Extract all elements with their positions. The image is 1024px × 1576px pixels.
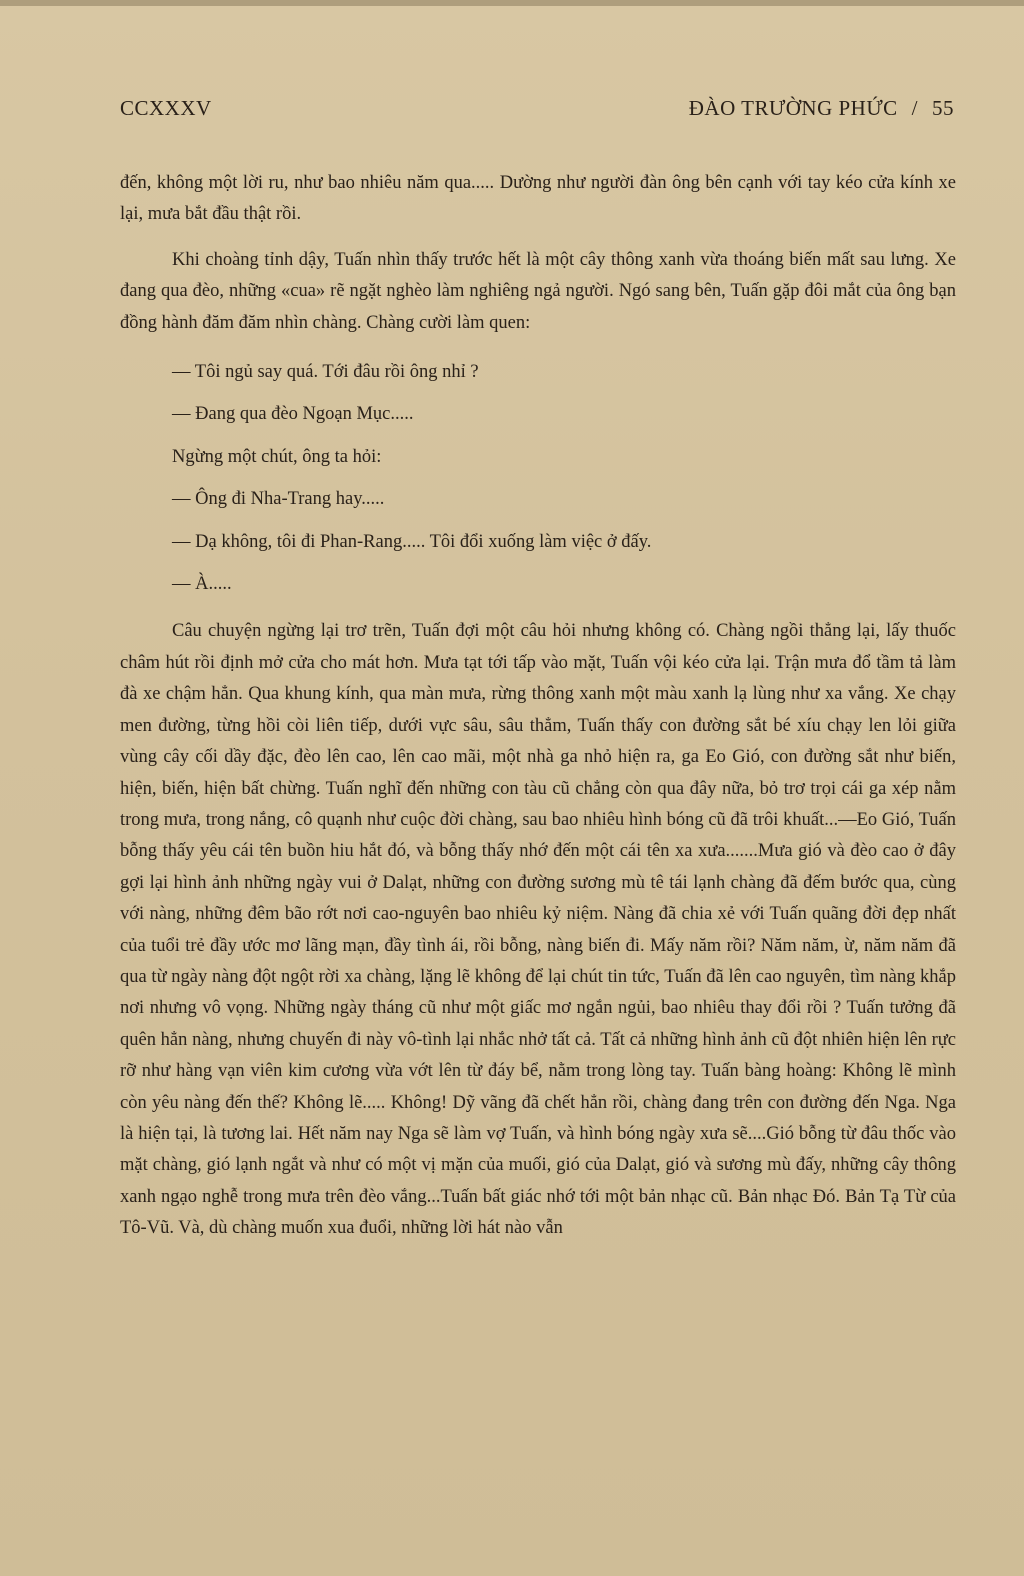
dialogue-line: — À..... bbox=[172, 574, 232, 595]
dialogue-line: — Tôi ngủ say quá. Tới đâu rồi ông nhỉ ? bbox=[172, 362, 479, 383]
header-separator: / bbox=[911, 96, 918, 120]
narration-line: Ngừng một chút, ông ta hỏi: bbox=[172, 446, 382, 467]
dialogue-line: — Ông đi Nha-Trang hay..... bbox=[172, 489, 385, 510]
body-text bbox=[120, 168, 956, 1245]
paragraph-continuation: đến, không một lời ru, như bao nhiêu năm qua..... Dường như người đàn ông bên cạnh với tay kéo cửa kính xe lại, mưa bắt đầu thật rồi. bbox=[120, 173, 956, 225]
paragraph-main: Câu chuyện ngừng lại trơ trẽn, Tuấn đợi một câu hỏi nhưng không có. Chàng ngồi thẳng lại, lấy thuốc châm hút rồi định mở cửa cho mát hơn. Mưa tạt tới tấp vào mặt, Tuấn vội kéo cửa lại. Trận mưa đổ tầm tả làm đà xe chậm hẳn. Qua khung kính, qua màn mưa, rừng thông xanh một màu xanh lạ lùng như xa vắng. Xe chạy men đường, từng hồi còi liên tiếp, dưới vực sâu, sâu thẳm, Tuấn thấy con đường sắt bé xíu chạy len lỏi giữa vùng cây cối dầy đặc, đèo lên cao, lên cao mãi, một nhà ga nhỏ hiện ra, ga Eo Gió, con đường sắt như biến, hiện, biến, hiện bất chừng. Tuấn nghĩ đến những con tàu cũ chẳng còn qua đây nữa, bỏ trơ trọi cái ga xép nằm trong mưa, trong nắng, cô quạnh như cuộc đời chàng, sau bao nhiêu hình bóng cũ đã trôi khuất...—Eo Gió, Tuấn bỗng thấy yêu cái tên buồn hiu hắt đó, và bỗng thấy nhớ đến một cái tên xa xưa.......Mưa gió và đèo cao ở đây gợi lại hình ảnh những ngày vui ở Dalạt, những con đường sương mù tê tái lạnh chàng đã đếm bước qua, cùng với nàng, những đêm bão rớt nơi cao-nguyên bao nhiêu kỷ niệm. Nàng đã chia xẻ với Tuấn quãng đời đẹp nhất của tuổi trẻ đầy ước mơ lãng mạn, đầy tình ái, rồi bỗng, nàng biến đi. Mấy năm rồi? Năm năm, ừ, năm năm đã qua từ ngày nàng đột ngột rời xa chàng, lặng lẽ không để lại chút tin tức, Tuấn đã lên cao nguyên, tìm nàng khắp nơi nhưng vô vọng. Những ngày tháng cũ như một giấc mơ ngắn ngủi, bao nhiêu thay đổi rồi ? Tuấn tưởng đã quên hẳn nàng, nhưng chuyến đi này vô-tình lại nhắc nhở tất cả. Tất cả những hình ảnh cũ đột nhiên hiện lên rực rỡ như hàng vạn viên kim cương vừa vớt lên từ đáy bể, nằm trong lòng tay. Tuấn bàng hoàng: Không lẽ mình còn yêu nàng đến thế? Không lẽ..... Không! Dỹ vãng đã chết hẳn rồi, chàng đang trên con đường đến Nga. Nga là hiện tại, là tương lai. Hết năm nay Nga sẽ làm vợ Tuấn, và hình bóng ngày xưa sẽ....Gió bỗng từ đâu thốc vào mặt chàng, gió lạnh ngắt và như có một vị mặn của muối, gió của Dalạt, gió và sương mù đấy, những cây thông xanh ngạo nghễ trong mưa trên đèo vắng...Tuấn bất giác nhớ tới một bản nhạc cũ. Bản nhạc Đó. Bản Tạ Từ của Tô-Vũ. Và, dù chàng muốn xua đuổi, những lời hát nào vẫn bbox=[120, 621, 956, 1239]
header-right bbox=[689, 96, 954, 121]
paragraph-awakening: Khi choàng tỉnh dậy, Tuấn nhìn thấy trước hết là một cây thông xanh vừa thoáng biến mất sau lưng. Xe đang qua đèo, những «cua» rẽ ngặt nghèo làm nghiêng ngả người. Ngó sang bên, Tuấn gặp đôi mắt của ông bạn đồng hành đăm đăm nhìn chàng. Chàng cười làm quen: bbox=[120, 249, 956, 333]
author-name: ĐÀO TRƯỜNG PHỨC bbox=[688, 96, 898, 120]
dialogue-line: — Đang qua đèo Ngoạn Mục..... bbox=[172, 404, 414, 425]
dialogue-line: — Dạ không, tôi đi Phan-Rang..... Tôi đổi xuống làm việc ở đấy. bbox=[172, 531, 652, 552]
running-header bbox=[120, 96, 954, 121]
page-number: 55 bbox=[932, 96, 954, 120]
chapter-numeral: CCXXXV bbox=[120, 96, 212, 120]
